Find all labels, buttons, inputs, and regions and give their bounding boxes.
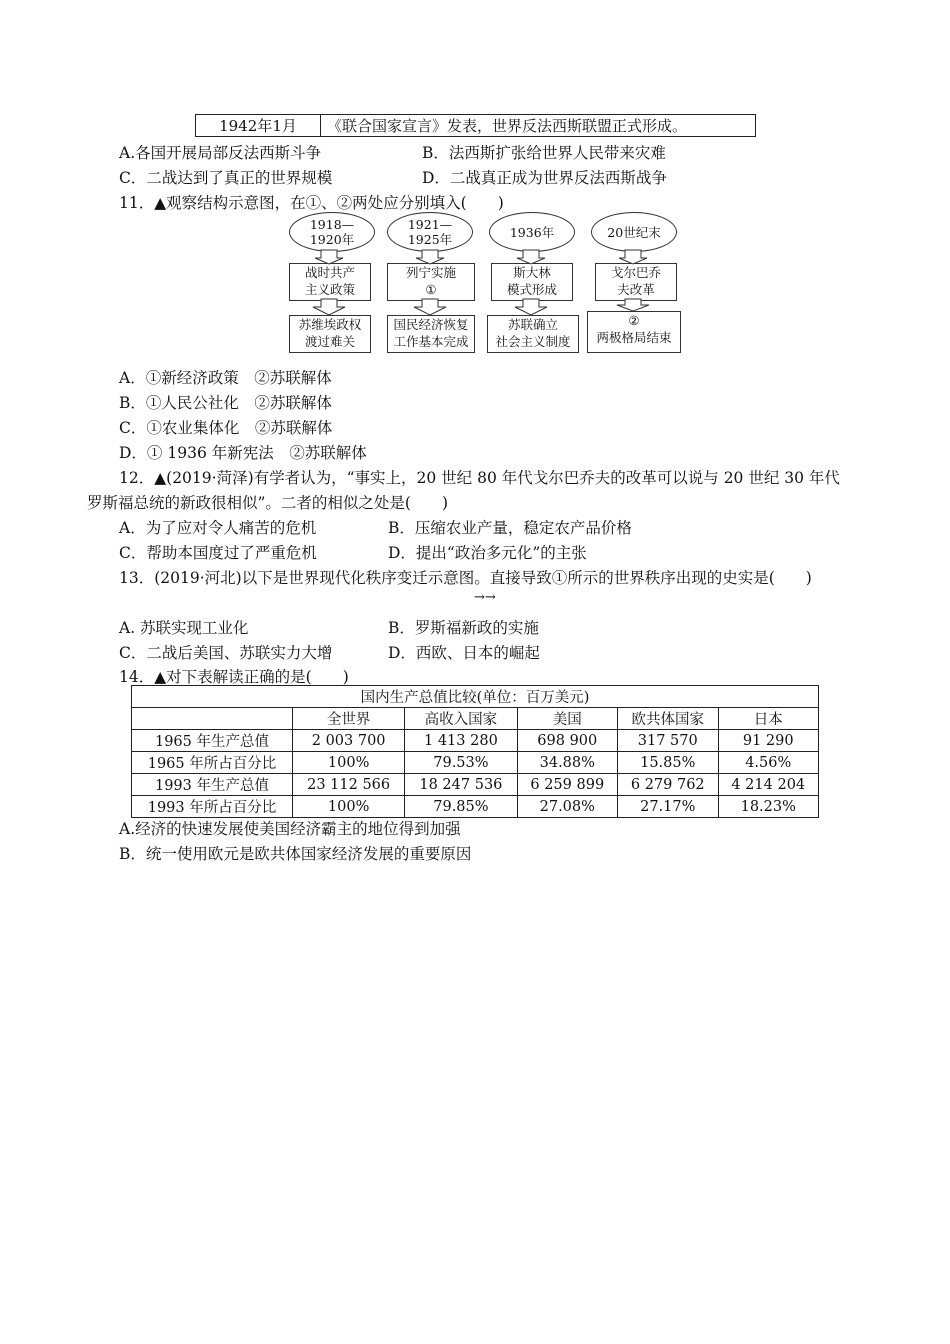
q10-option-d: D．二战真正成为世界反法西斯战争 [422,169,667,187]
table-cell: 18 247 536 [405,774,517,796]
q13-option-c: C．二战后美国、苏联实力大增 [119,644,333,662]
table-cell: 27.17% [618,796,718,818]
table-cell: 1965 年生产总值 [132,730,293,752]
diagram-oval-2: 1921— 1925年 [387,212,473,252]
q11-option-b: B．①人民公社化 ②苏联解体 [119,394,332,412]
q12-stem-line1: 12．▲(2019·菏泽)有学者认为，“事实上，20 世纪 80 年代戈尔巴乔夫的改革可以说与 20 世纪 30 年代 [119,469,840,487]
diagram-oval-1: 1918— 1920年 [289,212,375,252]
diagram-top-box-2: 列宁实施 ① [387,263,475,301]
q11-option-a: A．①新经济政策 ②苏联解体 [119,369,332,387]
table-header: 全世界 [293,708,405,730]
table-header: 日本 [718,708,819,730]
table-cell: 1993 年所占百分比 [132,796,293,818]
table-header-row [132,708,819,730]
table-row [132,774,819,796]
table-cell: 2 003 700 [293,730,405,752]
down-arrow-icon [414,299,446,315]
q12-stem-line2: 罗斯福总统的新政很相似”。二者的相似之处是( ) [87,494,449,512]
q12-option-d: D．提出“政治多元化”的主张 [388,544,587,562]
table-header: 高收入国家 [405,708,517,730]
down-arrow-icon [619,250,647,264]
table-cell: 100% [293,796,405,818]
q13-arrows: →→ [474,590,496,605]
q13-option-a: A. 苏联实现工业化 [119,619,249,637]
table-cell: 6 259 899 [517,774,617,796]
table-cell: 4.56% [718,752,819,774]
q13-stem: 13．(2019·河北)以下是世界现代化秩序变迁示意图。直接导致①所示的世界秩序出现的史实是( ) [119,569,812,587]
table-cell: 23 112 566 [293,774,405,796]
table-header [132,708,293,730]
event-date: 1942年1月 [196,115,321,137]
table-cell: 27.08% [517,796,617,818]
diagram-oval-4: 20世纪末 [591,212,677,252]
down-arrow-icon [517,250,545,264]
diagram-top-box-4: 戈尔巴乔 夫改革 [595,263,677,301]
table-cell: 100% [293,752,405,774]
q10-option-b: B．法西斯扩张给世界人民带来灾难 [422,144,666,162]
table-cell: 34.88% [517,752,617,774]
q14-option-b: B．统一使用欧元是欧共体国家经济发展的重要原因 [119,845,472,863]
table-cell: 79.85% [405,796,517,818]
top-event-table [195,114,756,137]
q14-option-a: A.经济的快速发展使美国经济霸主的地位得到加强 [119,820,461,838]
down-arrow-icon [416,250,444,264]
table-header: 欧共体国家 [618,708,718,730]
diagram-oval-3: 1936年 [489,212,575,252]
table-row [132,752,819,774]
q12-option-a: A．为了应对令人痛苦的危机 [119,519,317,537]
table-cell: 4 214 204 [718,774,819,796]
table-cell: 317 570 [618,730,718,752]
q14-stem: 14．▲对下表解读正确的是( ) [119,668,349,686]
q11-stem: 11．▲观察结构示意图，在①、②两处应分别填入( ) [119,194,504,212]
table-header: 美国 [517,708,617,730]
table-row [132,796,819,818]
table-title-row [132,686,819,708]
table-title: 国内生产总值比较(单位：百万美元) [132,686,819,708]
table-cell: 18.23% [718,796,819,818]
q11-option-d: D．① 1936 年新宪法 ②苏联解体 [119,444,367,462]
table-cell: 79.53% [405,752,517,774]
table-cell: 1993 年生产总值 [132,774,293,796]
down-arrow-icon [515,299,547,315]
diagram-bottom-box-1: 苏维埃政权 渡过难关 [289,315,371,353]
down-arrow-icon [617,299,649,311]
event-description: 《联合国家宣言》发表，世界反法西斯联盟正式形成。 [321,115,756,137]
table-cell: 15.85% [618,752,718,774]
gdp-table [131,685,819,818]
q13-option-b: B．罗斯福新政的实施 [388,619,539,637]
diagram-bottom-box-2: 国民经济恢复 工作基本完成 [387,315,475,353]
q10-option-a: A.各国开展局部反法西斯斗争 [119,144,322,162]
table-cell: 1965 年所占百分比 [132,752,293,774]
down-arrow-icon [313,299,345,315]
table-cell: 91 290 [718,730,819,752]
diagram-arrows [285,210,705,355]
table-cell: 698 900 [517,730,617,752]
diagram-bottom-box-4: ② 两极格局结束 [587,311,681,353]
diagram-bottom-box-3: 苏联确立 社会主义制度 [487,315,579,353]
diagram-top-box-1: 战时共产 主义政策 [289,263,371,301]
diagram-top-box-3: 斯大林 模式形成 [491,263,573,301]
q10-option-c: C．二战达到了真正的世界规模 [119,169,333,187]
table-row [132,730,819,752]
q12-option-c: C．帮助本国度过了严重危机 [119,544,317,562]
q13-option-d: D．西欧、日本的崛起 [388,644,540,662]
structure-diagram [285,210,705,355]
q12-option-b: B．压缩农业产量，稳定农产品价格 [388,519,632,537]
table-cell: 6 279 762 [618,774,718,796]
table-cell: 1 413 280 [405,730,517,752]
q11-option-c: C．①农业集体化 ②苏联解体 [119,419,333,437]
down-arrow-icon [315,250,343,264]
